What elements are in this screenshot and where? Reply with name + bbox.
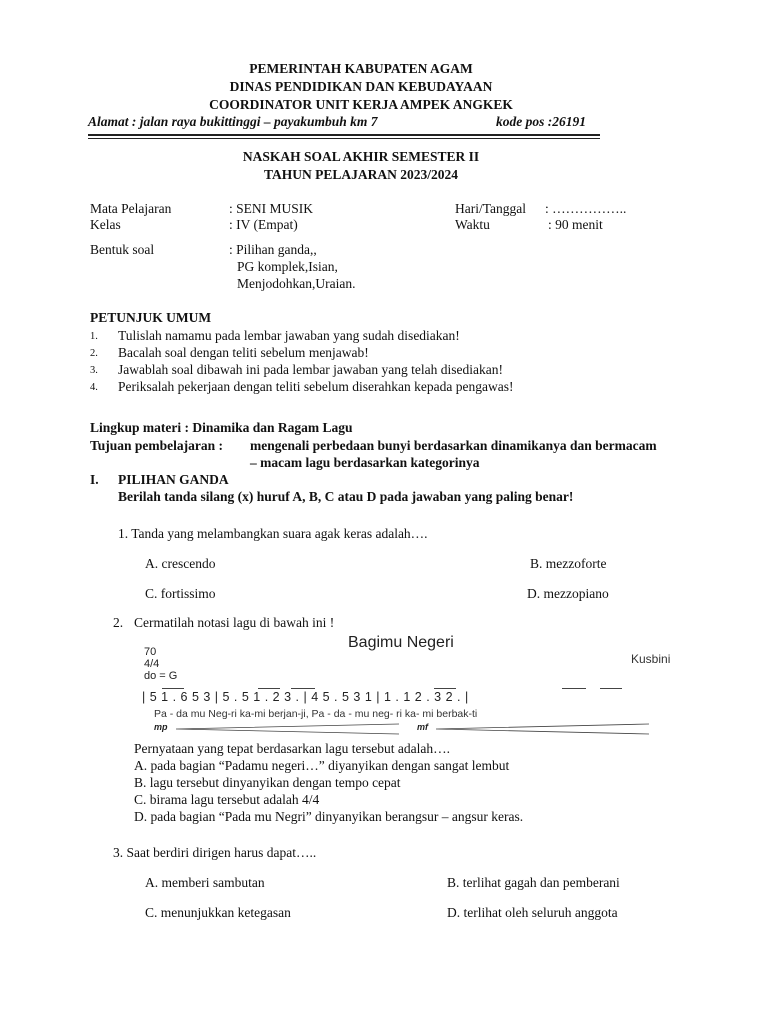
instruction-item: Jawablah soal dibawah ini pada lembar jawaban yang telah disediakan! xyxy=(118,362,503,377)
header-office: DINAS PENDIDIKAN DAN KEBUDAYAAN xyxy=(229,79,493,94)
song-composer: Kusbini xyxy=(631,652,671,666)
form-value-2: PG komplek,Isian, xyxy=(237,259,338,274)
question-3: 3. Saat berdiri dirigen harus dapat….. xyxy=(113,845,317,860)
time-label: Waktu xyxy=(455,217,490,232)
date-value: : …………….. xyxy=(545,201,627,216)
question-2: Cermatilah notasi lagu di bawah ini ! xyxy=(134,615,335,630)
q1-option-d[interactable]: D. mezzopiano xyxy=(527,586,609,601)
learning-goal-label: Tujuan pembelajaran : xyxy=(90,438,224,453)
q3-option-d[interactable]: D. terlihat oleh seluruh anggota xyxy=(447,905,618,920)
instruction-number: 4. xyxy=(90,382,98,393)
header-unit: COORDINATOR UNIT KERJA AMPEK ANGKEK xyxy=(209,97,513,112)
exam-title: NASKAH SOAL AKHIR SEMESTER II xyxy=(242,149,480,164)
song-tempo: 70 xyxy=(144,646,157,658)
instruction-item: Bacalah soal dengan teliti sebelum menjawab! xyxy=(118,345,369,360)
q3-option-c[interactable]: C. menunjukkan ketegasan xyxy=(145,905,291,920)
header-government: PEMERINTAH KABUPATEN AGAM xyxy=(249,61,473,76)
dynamic-mark-mf: mf xyxy=(417,722,428,732)
q2-option-d[interactable]: D. pada bagian “Pada mu Negri” dinyanyikan berangsur – angsur keras. xyxy=(134,809,524,824)
instruction-item: Tulislah namamu pada lembar jawaban yang sudah disediakan! xyxy=(118,328,460,343)
instruction-number: 3. xyxy=(90,365,98,376)
q3-option-b[interactable]: B. terlihat gagah dan pemberani xyxy=(447,875,620,890)
section-number: I. xyxy=(90,472,99,487)
song-lyrics: Pa - da mu Neg-ri ka-mi berjan-ji, Pa - da - mu neg- ri ka- mi berbak-ti xyxy=(154,708,478,720)
q3-option-a[interactable]: A. memberi sambutan xyxy=(145,875,265,890)
note-beam xyxy=(162,688,184,689)
q2-option-a[interactable]: A. pada bagian “Padamu negeri…” diyanyikan dengan sangat lembut xyxy=(134,758,510,773)
q1-option-c[interactable]: C. fortissimo xyxy=(145,586,216,601)
note-beam xyxy=(291,688,315,689)
header-rule-thin xyxy=(88,138,600,139)
subject-label: Mata Pelajaran xyxy=(90,201,172,216)
song-notes: | 5 1 . 6 5 3 | 5 . 5 1 . 2 3 . | 4 5 . 5 3 1 | 1 . 1 2 . 3 2 . | xyxy=(142,690,469,704)
learning-goal-line2: – macam lagu berdasarkan kategorinya xyxy=(250,455,480,470)
instructions-heading: PETUNJUK UMUM xyxy=(90,310,212,325)
crescendo-hairpin xyxy=(174,722,404,736)
song-title: Bagimu Negeri xyxy=(348,634,454,651)
section-title: PILIHAN GANDA xyxy=(118,472,229,487)
header-address: Alamat : jalan raya bukittinggi – payakumbuh km 7 xyxy=(88,114,378,129)
header-postcode: kode pos :26191 xyxy=(496,114,586,129)
class-label: Kelas xyxy=(90,217,121,232)
q2-option-c[interactable]: C. birama lagu tersebut adalah 4/4 xyxy=(134,792,320,807)
q2-stem: Pernyataan yang tepat berdasarkan lagu tersebut adalah…. xyxy=(134,741,450,756)
form-label: Bentuk soal xyxy=(90,242,155,257)
instruction-number: 1. xyxy=(90,331,98,342)
question-1: 1. Tanda yang melambangkan suara agak keras adalah…. xyxy=(118,526,428,541)
q1-option-a[interactable]: A. crescendo xyxy=(145,556,216,571)
time-value: : 90 menit xyxy=(548,217,603,232)
note-beam xyxy=(600,688,622,689)
form-value-3: Menjodohkan,Uraian. xyxy=(237,276,356,291)
song-key: do = G xyxy=(144,670,178,682)
class-value: : IV (Empat) xyxy=(229,217,298,232)
subject-value: : SENI MUSIK xyxy=(229,201,314,216)
material-scope: Lingkup materi : Dinamika dan Ragam Lagu xyxy=(90,420,353,435)
instruction-number: 2. xyxy=(90,348,98,359)
dynamic-mark-mp: mp xyxy=(154,722,168,732)
q1-option-b[interactable]: B. mezzoforte xyxy=(530,556,607,571)
note-beam xyxy=(258,688,280,689)
song-notation-image xyxy=(134,632,699,742)
header-rule-thick xyxy=(88,134,600,136)
song-meter: 4/4 xyxy=(144,658,160,670)
date-label: Hari/Tanggal xyxy=(455,201,527,216)
note-beam xyxy=(434,688,456,689)
learning-goal-line1: mengenali perbedaan bunyi berdasarkan dinamikanya dan bermacam xyxy=(250,438,657,453)
form-value-1: : Pilihan ganda,, xyxy=(229,242,317,257)
crescendo-hairpin xyxy=(434,722,654,736)
instruction-item: Periksalah pekerjaan dengan teliti sebelum diserahkan kepada pengawas! xyxy=(118,379,514,394)
question-2-number: 2. xyxy=(113,615,124,630)
section-instruction: Berilah tanda silang (x) huruf A, B, C atau D pada jawaban yang paling benar! xyxy=(118,489,574,504)
exam-year: TAHUN PELAJARAN 2023/2024 xyxy=(263,167,458,182)
q2-option-b[interactable]: B. lagu tersebut dinyanyikan dengan tempo cepat xyxy=(134,775,401,790)
note-beam xyxy=(562,688,586,689)
